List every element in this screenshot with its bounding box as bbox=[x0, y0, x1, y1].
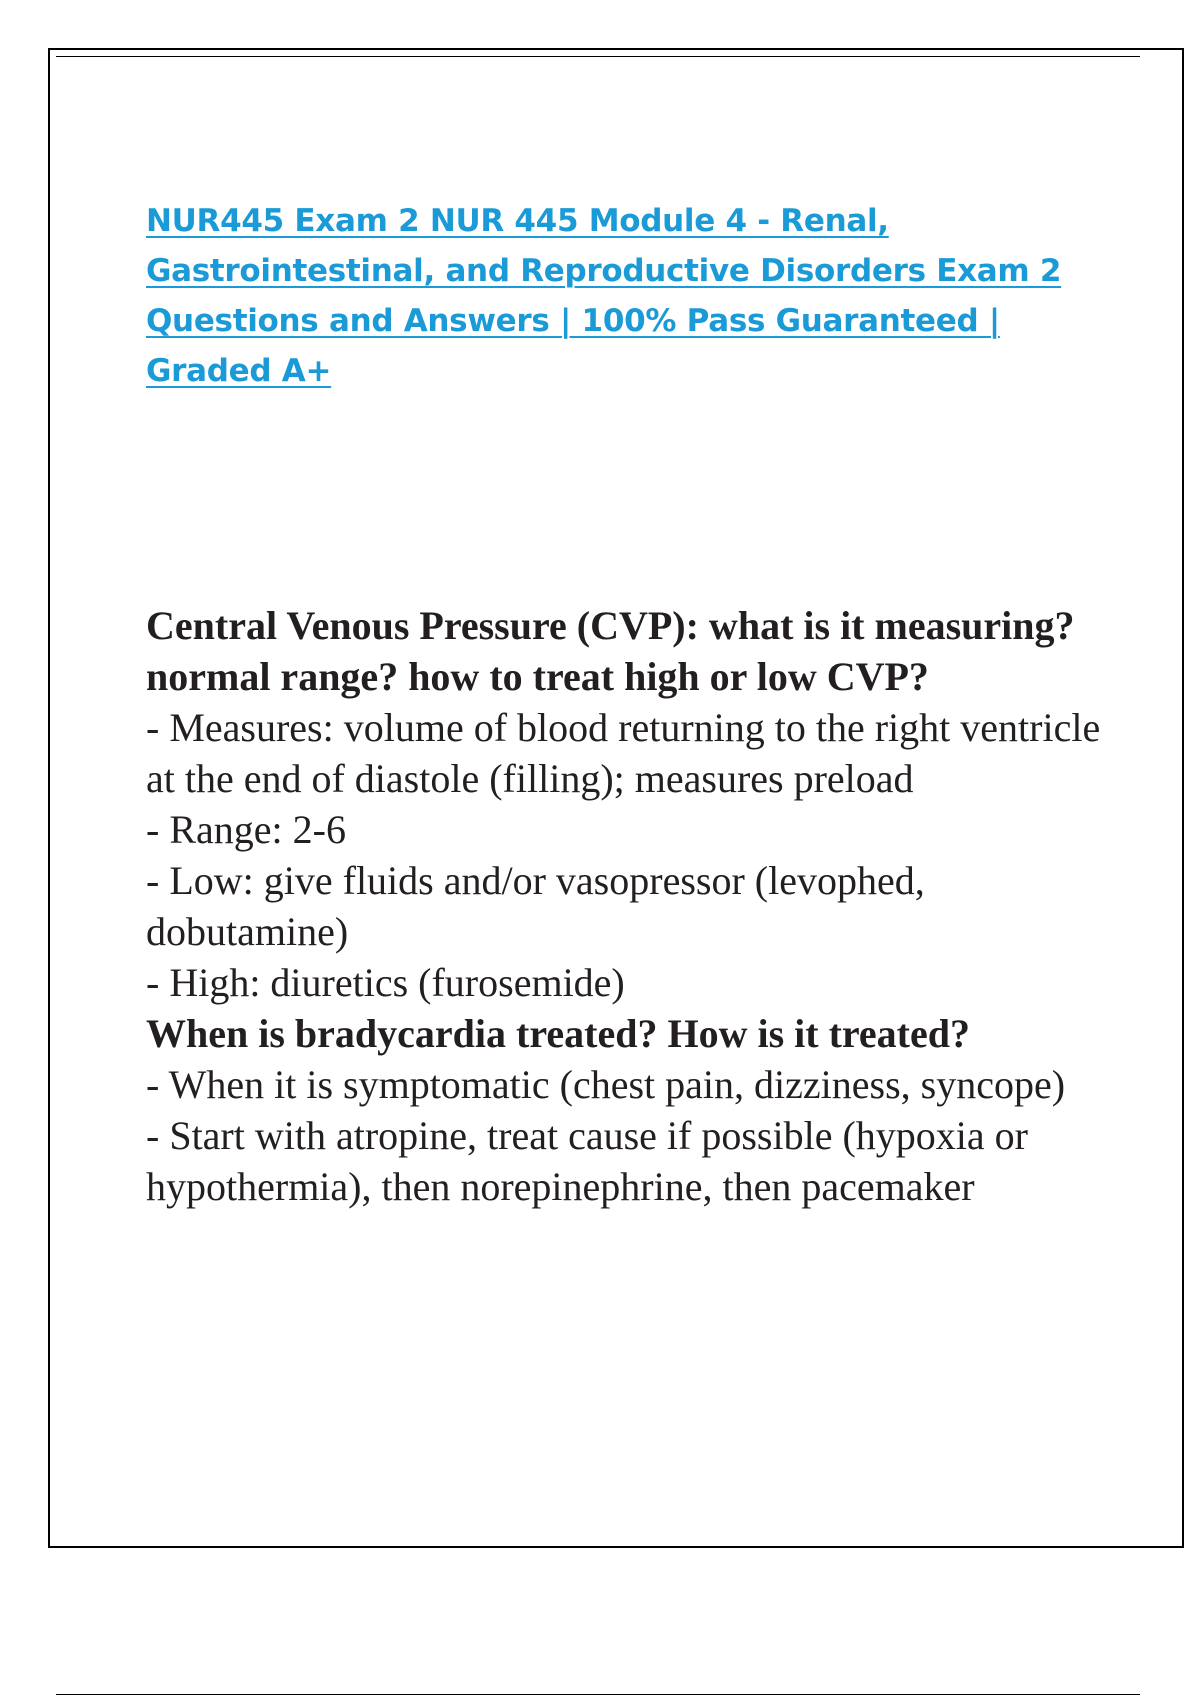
document-body bbox=[146, 600, 1106, 1212]
answer-line: - Low: give fluids and/or vasopressor (levophed, dobutamine) bbox=[146, 858, 925, 954]
qa-item-bradycardia bbox=[146, 1008, 1106, 1212]
answer-line: - High: diuretics (furosemide) bbox=[146, 960, 625, 1005]
answer-line: - Range: 2-6 bbox=[146, 807, 346, 852]
answer-line: - Start with atropine, treat cause if possible (hypoxia or hypothermia), then norepinephrine, then pacemaker bbox=[146, 1113, 1028, 1209]
question-text: Central Venous Pressure (CVP): what is it measuring? normal range? how to treat high or low CVP? bbox=[146, 603, 1075, 699]
qa-item-cvp bbox=[146, 600, 1106, 1008]
bottom-rule bbox=[56, 1694, 1140, 1695]
question-text: When is bradycardia treated? How is it treated? bbox=[146, 1011, 971, 1056]
answer-line: - Measures: volume of blood returning to the right ventricle at the end of diastole (filling); measures preload bbox=[146, 705, 1101, 801]
top-rule bbox=[56, 56, 1140, 57]
document-title-link[interactable]: NUR445 Exam 2 NUR 445 Module 4 - Renal, Gastrointestinal, and Reproductive Disorders Exam 2 Questions and Answers | 100% Pass Guaranteed | Graded A+ bbox=[146, 203, 1062, 389]
answer-line: - When it is symptomatic (chest pain, dizziness, syncope) bbox=[146, 1062, 1066, 1107]
